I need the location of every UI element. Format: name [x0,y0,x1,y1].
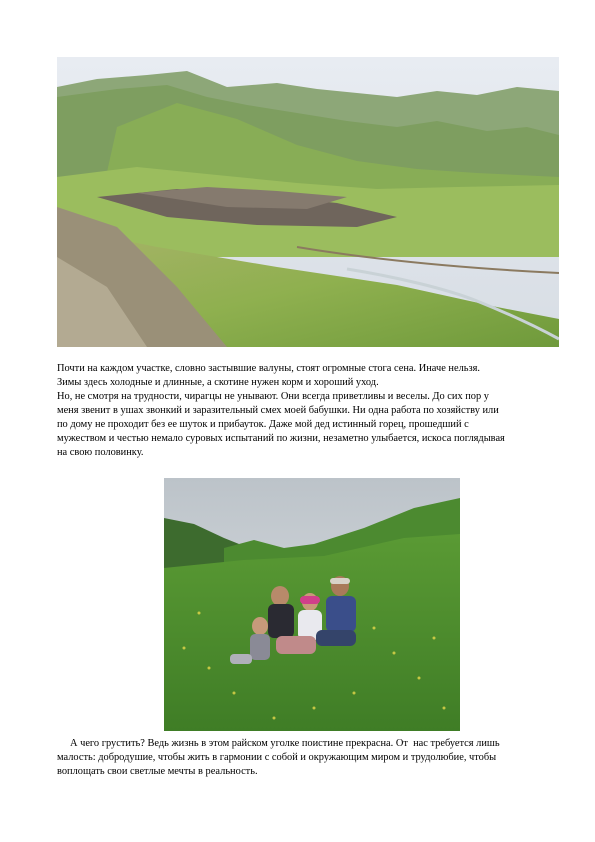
family-meadow-photo [164,478,460,731]
text-line: воплощать свои светлые мечты в реальность. [57,766,258,777]
text-line: по дому не проходит без ее шуток и прибауток. Даже мой дед истинный горец, прошедший с [57,419,469,430]
text-line: Но, не смотря на трудности, чирагцы не унывают. Они всегда приветливы и веселы. До сих пор у [57,391,489,402]
text-line: меня звенит в ушах звонкий и заразительный смех моей бабушки. Ни одна работа по хозяйству или [57,405,499,416]
text-line: на свою половинку. [57,447,144,458]
text-line: Зимы здесь холодные и длинные, а скотине нужен корм и хороший уход. [57,377,379,388]
mountain-valley-photo [57,57,559,347]
body-paragraph-top [57,362,505,460]
text-line: Почти на каждом участке, словно застывшие валуны, стоят огромные стога сена. Иначе нельзя. [57,363,480,374]
text-line: А чего грустить? Ведь жизнь в этом райском уголке поистине прекрасна. От нас требуется лишь [57,738,500,749]
text-line: малость: добродушие, чтобы жить в гармонии с собой и окружающим миром и трудолюбие, чтобы [57,752,497,763]
text-line: мужеством и честью немало суровых испытаний по жизни, незаметно улыбается, искоса поглядывая [57,433,505,444]
body-paragraph-bottom [57,737,500,779]
